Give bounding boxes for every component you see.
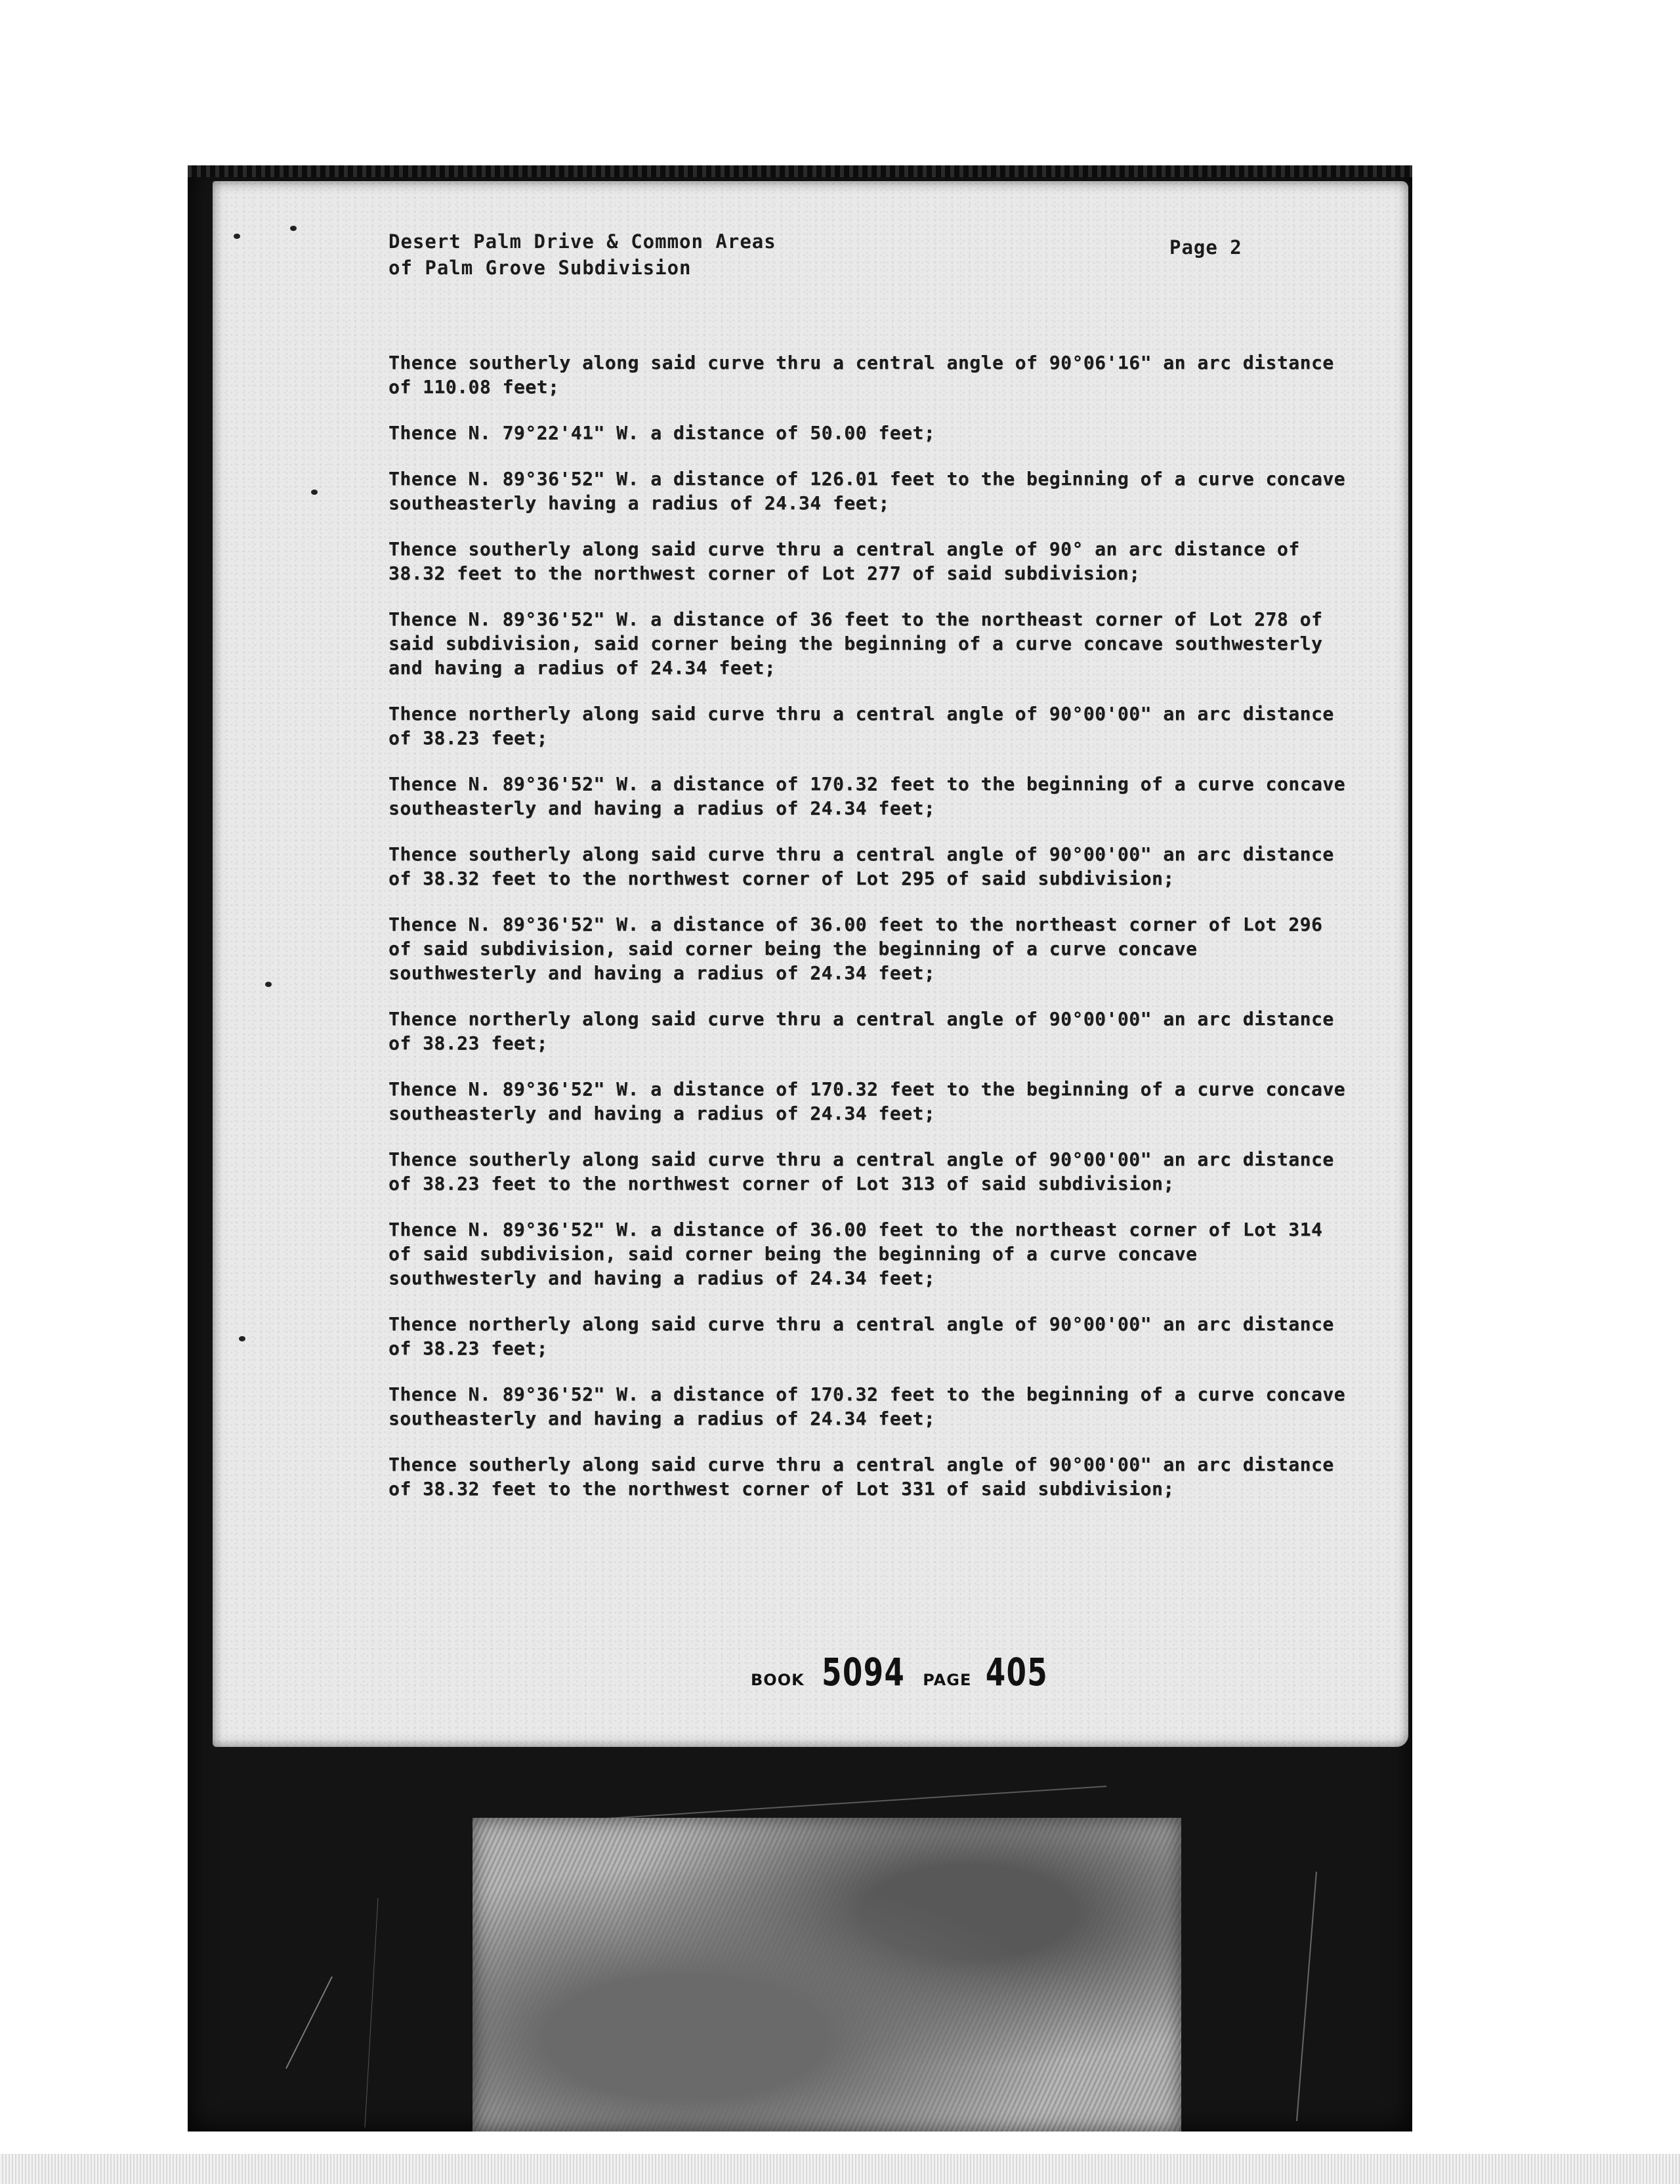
document-title-line1: Desert Palm Drive & Common Areas [388, 230, 776, 253]
paragraph: Thence northerly along said curve thru a central angle of 90°00'00" an arc distance of 38.23 feet; [388, 703, 1334, 749]
paragraph: Thence N. 79°22'41" W. a distance of 50.00 feet; [388, 422, 936, 444]
book-number: 5094 [822, 1650, 906, 1694]
paragraph: Thence N. 89°36'52" W. a distance of 126.01 feet to the beginning of a curve concave southeasterly having a radius of 24.34 feet; [388, 468, 1346, 514]
document-title-line2: of Palm Grove Subdivision [388, 257, 692, 279]
paragraph: Thence southerly along said curve thru a central angle of 90°00'00" an arc distance of 38.32 feet to the northwest corner of Lot 295 of said subdivision; [388, 843, 1334, 889]
paragraph: Thence N. 89°36'52" W. a distance of 36.00 feet to the northeast corner of Lot 296 of said subdivision, said corner being the beginning of a curve concave southwesterly and having a radius of 24.34 feet; [388, 914, 1323, 984]
book-page-stamp [751, 1650, 1059, 1694]
page-label: PAGE [923, 1671, 972, 1689]
legal-description [388, 350, 1347, 1522]
paragraph: Thence N. 89°36'52" W. a distance of 36 feet to the northeast corner of Lot 278 of said subdivision, said corner being the beginning of a curve concave southwesterly and having a radius of 24.34 feet; [388, 608, 1323, 679]
paragraph: Thence northerly along said curve thru a central angle of 90°00'00" an arc distance of 38.23 feet; [388, 1313, 1334, 1359]
document-header [388, 228, 1373, 281]
paragraph: Thence N. 89°36'52" W. a distance of 170.32 feet to the beginning of a curve concave southeasterly and having a radius of 24.34 feet; [388, 1078, 1346, 1124]
page-number: 405 [985, 1650, 1049, 1694]
paragraph: Thence southerly along said curve thru a central angle of 90°00'00" an arc distance of 38.23 feet to the northwest corner of Lot 313 of said subdivision; [388, 1148, 1334, 1194]
paragraph: Thence N. 89°36'52" W. a distance of 36.00 feet to the northeast corner of Lot 314 of said subdivision, said corner being the beginning of a curve concave southwesterly and having a radius of 24.34 feet; [388, 1219, 1323, 1289]
paragraph: Thence southerly along said curve thru a central angle of 90°00'00" an arc distance of 38.32 feet to the northwest corner of Lot 331 of said subdivision; [388, 1454, 1334, 1500]
scanned-image-fragment [472, 1818, 1181, 2132]
paragraph: Thence N. 89°36'52" W. a distance of 170.32 feet to the beginning of a curve concave southeasterly and having a radius of 24.34 feet; [388, 773, 1346, 819]
document-page [213, 181, 1408, 1747]
scanner-edge-strip [0, 2154, 1680, 2184]
paragraph: Thence N. 89°36'52" W. a distance of 170.32 feet to the beginning of a curve concave southeasterly and having a radius of 24.34 feet; [388, 1383, 1346, 1429]
page-number-label: Page 2 [1169, 236, 1242, 259]
paragraph: Thence southerly along said curve thru a central angle of 90° an arc distance of 38.32 feet to the northwest corner of Lot 277 of said subdivision; [388, 538, 1300, 584]
frame-edge [188, 165, 1412, 177]
paragraph: Thence southerly along said curve thru a central angle of 90°06'16" an arc distance of 110.08 feet; [388, 352, 1334, 398]
book-label: BOOK [751, 1671, 805, 1689]
paragraph: Thence northerly along said curve thru a central angle of 90°00'00" an arc distance of 38.23 feet; [388, 1008, 1334, 1054]
